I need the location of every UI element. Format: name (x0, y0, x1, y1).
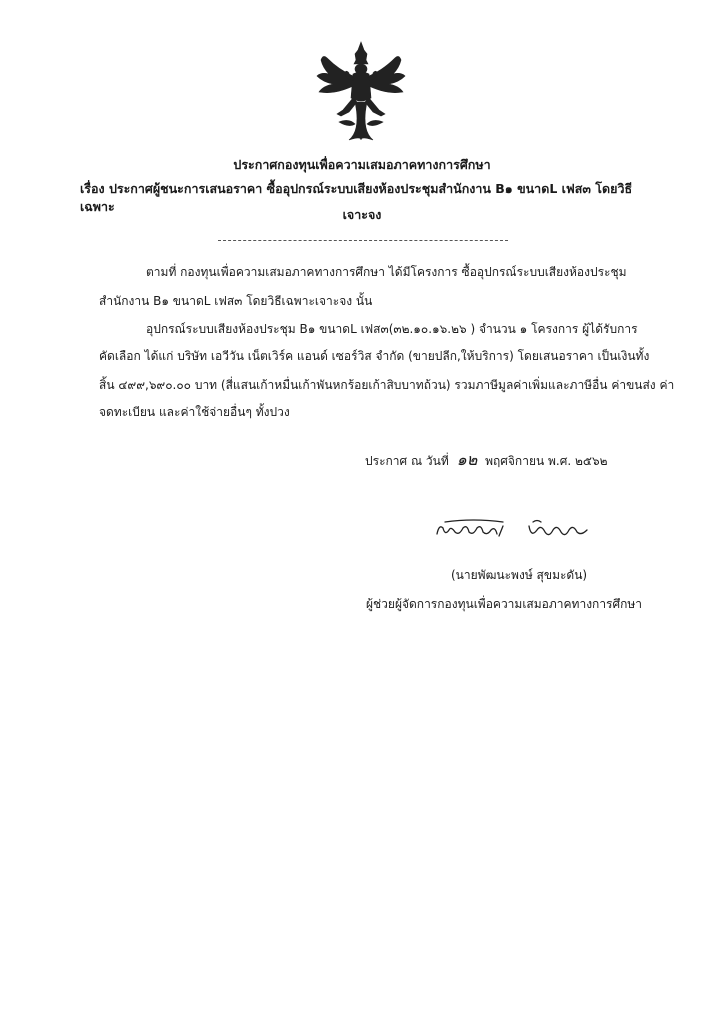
announcement-date (365, 451, 607, 470)
subject-line: เรื่อง ประกาศผู้ชนะการเสนอราคา ซื้ออุปกรณ์ระบบเสียงห้องประชุมสำนักงาน B๑ ขนาดL เฟส๓ โดยวิธีเฉพาะ (80, 181, 633, 214)
body-line: ตามที่ กองทุนเพื่อความเสมอภาคทางการศึกษา ได้มีโครงการ ซื้ออุปกรณ์ระบบเสียงห้องประชุม (146, 265, 627, 279)
body-line: คัดเลือก ได้แก่ บริษัท เอวีวัน เน็ตเวิร์ค แอนด์ เซอร์วิส จำกัด (ขายปลีก,ให้บริการ) โดยเสนอราคา เป็นเงินทั้ง (99, 349, 650, 363)
announce-day: ๑๒ (456, 450, 478, 469)
body-line: สิ้น ๔๙๙,๖๙๐.๐๐ บาท (สี่แสนเก้าหมื่นเก้าพันหกร้อยเก้าสิบบาทถ้วน) รวมภาษีมูลค่าเพิ่มและภาษีอื่น ค่าขนส่ง ค่า (99, 378, 675, 392)
announce-suffix: พฤศจิกายน พ.ศ. ๒๕๖๒ (485, 454, 608, 468)
body-line: อุปกรณ์ระบบเสียงห้องประชุม B๑ ขนาดL เฟส๓(๓๒.๑๐.๑๖.๒๖ ) จำนวน ๑ โครงการ ผู้ได้รับการ (146, 322, 638, 336)
signer-name: (นายพัฒนะพงษ์ สุขมะดัน) (451, 568, 588, 582)
signer-position: ผู้ช่วยผู้จัดการกองทุนเพื่อความเสมอภาคทางการศึกษา (366, 597, 643, 611)
announce-prefix: ประกาศ ณ วันที่ (365, 454, 449, 468)
handwritten-signature (433, 516, 593, 544)
garuda-emblem-icon (309, 40, 413, 144)
body-line: สำนักงาน B๑ ขนาดL เฟส๓ โดยวิธีเฉพาะเจาะจง นั้น (99, 294, 373, 308)
title-divider (218, 240, 508, 241)
body-line: จดทะเบียน และค่าใช้จ่ายอื่นๆ ทั้งปวง (99, 405, 290, 419)
subject-line-continued: เจาะจง (342, 207, 382, 222)
document-title: ประกาศกองทุนเพื่อความเสมอภาคทางการศึกษา (233, 157, 491, 172)
